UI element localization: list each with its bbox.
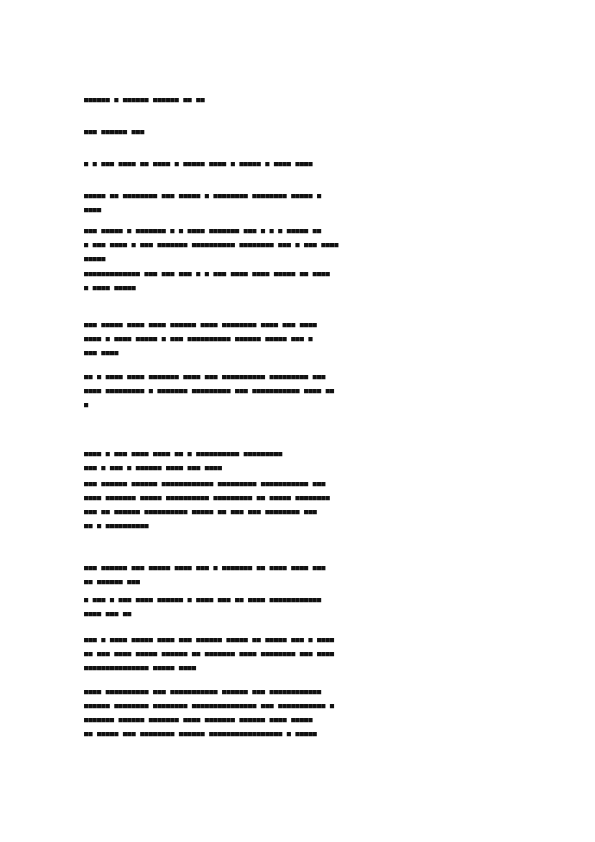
text-line: ■■■■■■ ■■■■■■■■ ■■■■■■■■ ■■■■■■■■■■■■■■■ ■■■ ■■■■■■■■■■■ ■ (84, 702, 335, 710)
paragraph-3 (84, 267, 512, 295)
text-line: ■■■■■ (84, 255, 106, 263)
paragraph-9 (84, 593, 512, 621)
paragraph-4 (84, 318, 512, 360)
text-line: ■■■■■■■■■■■■■ ■■■ ■■■ ■■■ ■ ■ ■■■ ■■■■ ■■■■ ■■■■■ ■■ ■■■■ (84, 270, 330, 278)
text-line: ■■■■ ■■■■■■■■■ ■ ■■■■■■■ ■■■■■■■■■ ■■■ ■■■■■■■■■■■ ■■■■ ■■ (84, 387, 335, 395)
text-line: ■■■■ (84, 206, 102, 214)
text-line: ■■■■ ■ ■■■■ ■■■■■ ■ ■■■ ■■■■■■■■■■ ■■■■■■ ■■■■■ ■■■ ■ (84, 335, 313, 343)
text-line: ■ ■■■ ■■■■ ■ ■■■ ■■■■■■■ ■■■■■■■■■■ ■■■■■■■■ ■■■ ■ ■■■ ■■■■ (84, 241, 339, 249)
paragraph-2 (84, 224, 512, 266)
text-line: ■■■ ■■■■ (84, 349, 119, 357)
text-line: ■■■ ■ ■■■■ ■■■■■ ■■■■ ■■■ ■■■■■■ ■■■■■ ■■ ■■■■■ ■■■ ■ ■■■■ (84, 636, 335, 644)
document-subheading (84, 125, 512, 139)
text-line: ■■■■■ ■■ ■■■■■■■■ ■■■ ■■■■■ ■ ■■■■■■■■ ■■■■■■■■ ■■■■■ ■ (84, 192, 322, 200)
text-line: ■■ ■■■■■■ ■■■ (84, 578, 141, 586)
text-line: ■■■ ■■■■■■ ■■■ ■■■■■ ■■■■ ■■■ ■ ■■■■■■■ ■■ ■■■■ ■■■■ ■■■ (84, 564, 326, 572)
text-line: ■■■ ■■■■■■ ■■■■■■ ■■■■■■■■■■■■ ■■■■■■■■■ ■■■■■■■■■■■ ■■■ (84, 480, 326, 488)
text-line: ■■■ ■■ ■■■■■■ ■■■■■■■■■■ ■■■■■ ■■ ■■■ ■■■ ■■■■■■■■ ■■■ (84, 508, 317, 516)
text-line: ■■■■ ■ ■■■ ■■■■ ■■■■ ■■ ■ ■■■■■■■■■■ ■■■■■■■■■ (84, 450, 283, 458)
text-line: ■■ ■■■■■ ■■■ ■■■■■■■■ ■■■■■■ ■■■■■■■■■■■■■■■■■ ■ ■■■■■ (84, 730, 317, 738)
heading-line: ■■■■■■ ■ ■■■■■■ ■■■■■■ ■■ ■■ (84, 96, 205, 104)
text-line: ■■ ■ ■■■■■■■■■■ (84, 522, 149, 530)
text-line: ■■ ■ ■■■■ ■■■■ ■■■■■■■ ■■■■ ■■■ ■■■■■■■■■■ ■■■■■■■■■ ■■■ (84, 373, 326, 381)
paragraph-5 (84, 370, 512, 412)
text-line: ■■■■ ■■■ ■■ (84, 610, 132, 618)
paragraph-6 (84, 447, 512, 475)
intro-line: ■ ■ ■■■ ■■■■ ■■ ■■■■ ■ ■■■■■ ■■■■ ■ ■■■■■ ■ ■■■■ ■■■■ (84, 160, 313, 168)
paragraph-10 (84, 633, 512, 675)
paragraph-7 (84, 477, 512, 533)
paragraph-1 (84, 189, 512, 217)
text-line: ■ ■■■ ■ ■■■ ■■■■ ■■■■■■ ■ ■■■■ ■■■ ■■ ■■■■ ■■■■■■■■■■■■ (84, 596, 322, 604)
text-line: ■■■■■■■ ■■■■■■ ■■■■■■■ ■■■■ ■■■■■■■ ■■■■■■ ■■■■ ■■■■■ (84, 716, 313, 724)
text-line: ■■■■ ■■■■■■■■■■ ■■■ ■■■■■■■■■■■ ■■■■■■ ■■■ ■■■■■■■■■■■■ (84, 688, 322, 696)
subheading-line: ■■■ ■■■■■■ ■■■ (84, 128, 145, 136)
text-line: ■■■ ■■■■■ ■ ■■■■■■■ ■ ■ ■■■■ ■■■■■■■ ■■■ ■ ■ ■ ■■■■■ ■■ (84, 227, 322, 235)
text-line: ■■■ ■ ■■■ ■ ■■■■■■ ■■■■ ■■■ ■■■■ (84, 464, 223, 472)
intro-paragraph (84, 157, 512, 171)
document-heading (84, 93, 512, 107)
text-line: ■ (84, 401, 89, 409)
text-line: ■■■■■■■■■■■■■■■ ■■■■■ ■■■■ (84, 664, 197, 672)
paragraph-11 (84, 685, 512, 741)
text-line: ■ ■■■■ ■■■■■ (84, 284, 136, 292)
text-line: ■■■■ ■■■■■■■ ■■■■■ ■■■■■■■■■■ ■■■■■■■■■ ■■ ■■■■■ ■■■■■■■■ (84, 494, 330, 502)
paragraph-8 (84, 561, 512, 589)
text-line: ■■■ ■■■■■ ■■■■ ■■■■ ■■■■■■ ■■■■ ■■■■■■■■ ■■■■ ■■■ ■■■■ (84, 321, 317, 329)
text-line: ■■ ■■■ ■■■■ ■■■■■ ■■■■■■ ■■ ■■■■■■■ ■■■■ ■■■■■■■■ ■■■ ■■■■ (84, 650, 335, 658)
